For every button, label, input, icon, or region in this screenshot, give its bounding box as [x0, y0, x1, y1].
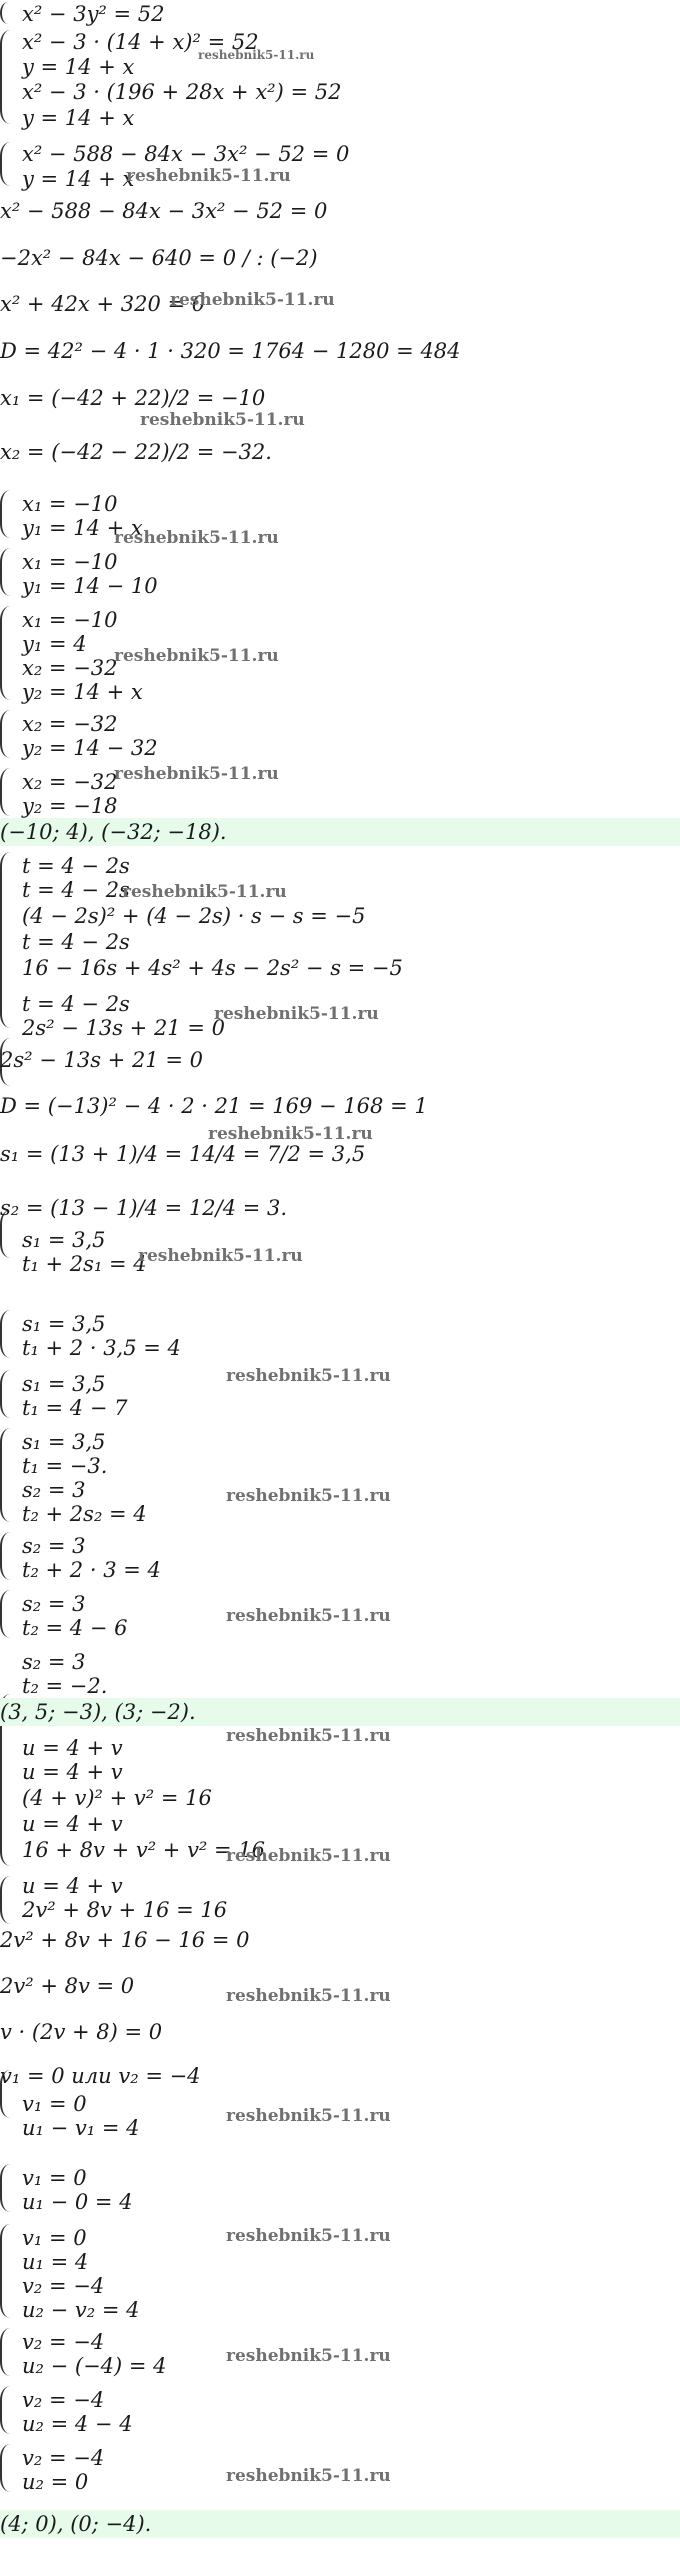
math-line: y₂ = 14 + x: [22, 680, 143, 704]
math-line: u = 4 + v: [22, 1736, 123, 1760]
answer-line: (−10; 4), (−32; −18).: [0, 818, 680, 846]
math-line: t₁ = −3.: [22, 1454, 108, 1478]
math-line: x₂ = −32: [22, 712, 118, 736]
math-line: x₁ = (−42 + 22)/2 = −10: [0, 386, 266, 410]
math-line: 2v² + 8v = 0: [0, 1974, 135, 1998]
math-line: t₁ + 2s₁ = 4: [22, 1252, 147, 1276]
math-line: u₁ = 4: [22, 2250, 89, 2274]
watermark: reshebnik5-11.ru: [226, 2226, 391, 2246]
math-line: y = 14 + x: [22, 106, 135, 130]
math-line: x₁ = −10: [22, 550, 118, 574]
math-line: t = 4 − 2s: [22, 930, 130, 954]
math-line: x² − 3 · (196 + 28x + x²) = 52: [22, 80, 342, 104]
math-line: (4 + v)² + v² = 16: [22, 1786, 212, 1810]
math-line: y₂ = −18: [22, 794, 118, 818]
math-line: u₁ − v₁ = 4: [22, 2116, 140, 2140]
math-line: u₂ = 0: [22, 2470, 89, 2494]
math-line: s₁ = 3,5: [22, 1430, 106, 1454]
watermark: reshebnik5-11.ru: [114, 528, 279, 548]
math-line: v₂ = −4: [22, 2446, 105, 2470]
math-line: 16 + 8v + v² + v² = 16: [22, 1838, 266, 1862]
math-line: v₁ = 0: [22, 2092, 87, 2116]
watermark: reshebnik5-11.ru: [226, 2466, 391, 2486]
watermark: reshebnik5-11.ru: [208, 1124, 373, 1144]
math-line: x₁ = −10: [22, 492, 118, 516]
math-line: x² − 588 − 84x − 3x² − 52 = 0: [22, 142, 350, 166]
math-line: y = 14 + x: [22, 167, 135, 191]
math-line: D = 42² − 4 · 1 · 320 = 1764 − 1280 = 484: [0, 339, 461, 363]
math-line: t = 4 − 2s: [22, 878, 130, 902]
math-line: u = 4 + v: [22, 1874, 123, 1898]
math-line: s₂ = 3: [22, 1592, 86, 1616]
math-line: t₁ = 4 − 7: [22, 1396, 128, 1420]
watermark: reshebnik5-11.ru: [226, 2106, 391, 2126]
math-line: x₂ = −32: [22, 770, 118, 794]
watermark: reshebnik5-11.ru: [140, 410, 305, 430]
math-line: x² − 3y² = 52: [22, 2, 165, 26]
watermark: reshebnik5-11.ru: [122, 882, 287, 902]
math-line: v₂ = −4: [22, 2388, 105, 2412]
math-line: s₁ = (13 + 1)/4 = 14/4 = 7/2 = 3,5: [0, 1142, 366, 1166]
watermark: reshebnik5-11.ru: [138, 1246, 303, 1266]
math-line: 2s² − 13s + 21 = 0: [0, 1048, 203, 1072]
math-line: y₁ = 14 + x: [22, 516, 143, 540]
math-line: t₁ + 2 · 3,5 = 4: [22, 1336, 181, 1360]
math-line: u₂ = 4 − 4: [22, 2412, 133, 2436]
math-line: 2v² + 8v + 16 − 16 = 0: [0, 1928, 250, 1952]
watermark: reshebnik5-11.ru: [226, 1486, 391, 1506]
math-line: u₁ − 0 = 4: [22, 2190, 133, 2214]
math-line: v₁ = 0: [22, 2166, 87, 2190]
math-line: x₂ = (−42 − 22)/2 = −32.: [0, 440, 272, 464]
math-line: v₂ = −4: [22, 2330, 105, 2354]
math-line: (4 − 2s)² + (4 − 2s) · s − s = −5: [22, 904, 366, 928]
math-line: v₁ = 0: [22, 2226, 87, 2250]
math-line: −2x² − 84x − 640 = 0 / : (−2): [0, 246, 318, 270]
answer-line: (3, 5; −3), (3; −2).: [0, 1698, 680, 1726]
math-line: y = 14 + x: [22, 55, 135, 79]
math-line: v₂ = −4: [22, 2274, 105, 2298]
watermark: reshebnik5-11.ru: [226, 1846, 391, 1866]
math-line: t₂ + 2 · 3 = 4: [22, 1558, 161, 1582]
math-line: y₂ = 14 − 32: [22, 736, 158, 760]
watermark: reshebnik5-11.ru: [126, 166, 291, 186]
watermark: reshebnik5-11.ru: [226, 1366, 391, 1386]
watermark: reshebnik5-11.ru: [226, 1986, 391, 2006]
math-line: x₁ = −10: [22, 608, 118, 632]
math-line: 2v² + 8v + 16 = 16: [22, 1898, 228, 1922]
watermark: reshebnik5-11.ru: [226, 1726, 391, 1746]
math-line: y₁ = 4: [22, 632, 87, 656]
math-line: u = 4 + v: [22, 1760, 123, 1784]
math-line: v · (2v + 8) = 0: [0, 2020, 163, 2044]
watermark: reshebnik5-11.ru: [226, 2346, 391, 2366]
math-line: D = (−13)² − 4 · 2 · 21 = 169 − 168 = 1: [0, 1094, 428, 1118]
math-line: s₂ = 3: [22, 1650, 86, 1674]
answer-line: (4; 0), (0; −4).: [0, 2510, 680, 2538]
watermark: reshebnik5-11.ru: [226, 1606, 391, 1626]
watermark: reshebnik5-11.ru: [198, 48, 315, 62]
math-line: t₂ + 2s₂ = 4: [22, 1502, 147, 1526]
math-line: s₂ = (13 − 1)/4 = 12/4 = 3.: [0, 1196, 288, 1220]
watermark: reshebnik5-11.ru: [170, 290, 335, 310]
math-line: v₁ = 0 или v₂ = −4: [0, 2064, 201, 2088]
watermark: reshebnik5-11.ru: [114, 764, 279, 784]
math-line: x² + 42x + 320 = 0: [0, 292, 206, 316]
watermark: reshebnik5-11.ru: [214, 1004, 379, 1024]
math-line: x² − 3 · (14 + x)² = 52: [22, 30, 259, 54]
math-line: t = 4 − 2s: [22, 992, 130, 1016]
math-line: s₁ = 3,5: [22, 1228, 106, 1252]
math-line: s₁ = 3,5: [22, 1372, 106, 1396]
math-line: u = 4 + v: [22, 1812, 123, 1836]
math-line: x² − 588 − 84x − 3x² − 52 = 0: [0, 199, 328, 223]
math-line: s₂ = 3: [22, 1478, 86, 1502]
math-line: 16 − 16s + 4s² + 4s − 2s² − s = −5: [22, 956, 403, 980]
math-line: u₂ − v₂ = 4: [22, 2298, 140, 2322]
math-line: 2s² − 13s + 21 = 0: [22, 1016, 225, 1040]
math-line: s₁ = 3,5: [22, 1312, 106, 1336]
math-line: x₂ = −32: [22, 656, 118, 680]
math-line: t₂ = −2.: [22, 1674, 108, 1698]
math-line: t = 4 − 2s: [22, 854, 130, 878]
math-line: s₂ = 3: [22, 1534, 86, 1558]
watermark: reshebnik5-11.ru: [114, 646, 279, 666]
math-line: y₁ = 14 − 10: [22, 574, 158, 598]
math-line: u₂ − (−4) = 4: [22, 2354, 167, 2378]
math-line: t₂ = 4 − 6: [22, 1616, 128, 1640]
